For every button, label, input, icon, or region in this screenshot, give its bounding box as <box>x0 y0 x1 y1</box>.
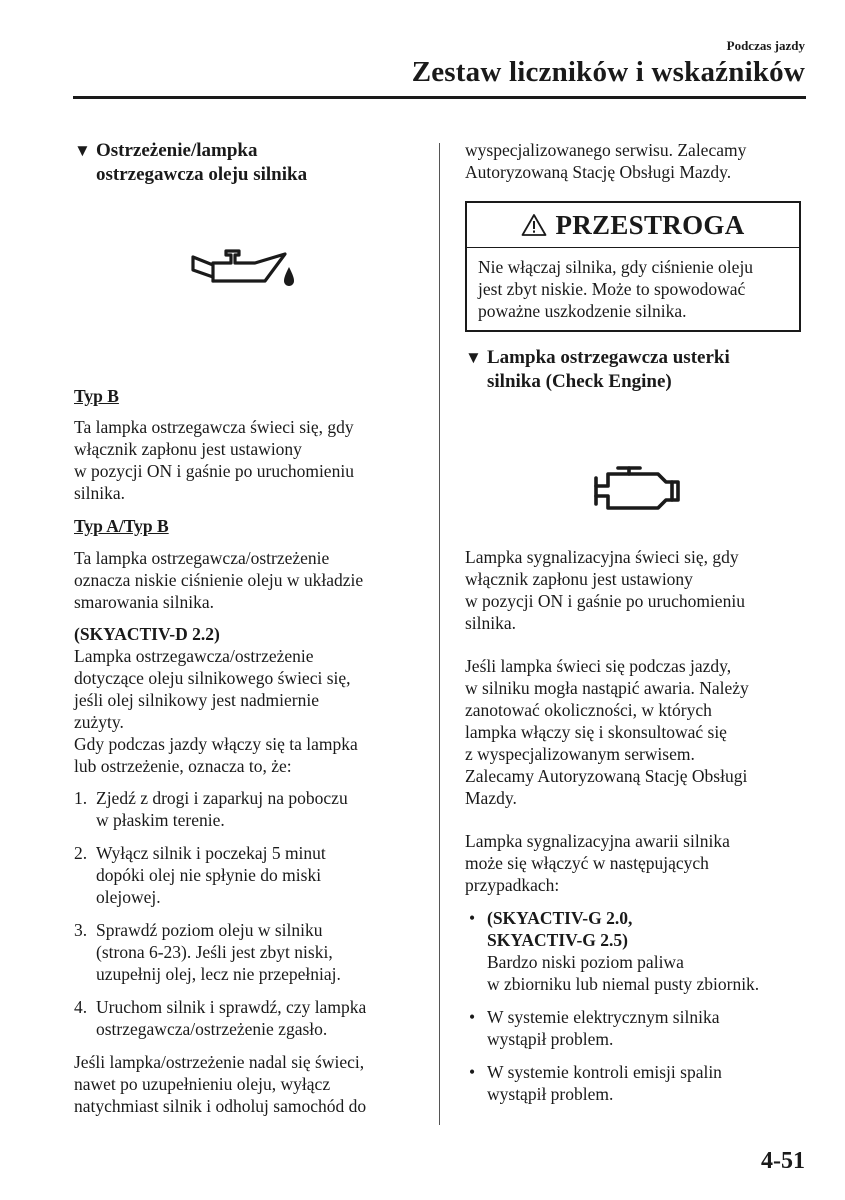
ce-para-1: Lampka sygnalizacyjna świeci się, gdy włącznik zapłonu jest ustawiony w pozycji ON i gaśnie po uruchomieniu silnika. <box>465 547 745 633</box>
typ-ab-label: Typ A/Typ B <box>74 516 169 536</box>
ce-para-2: Jeśli lampka świeci się podczas jazdy, w silniku mogła nastąpić awaria. Należy zanotować okoliczności, w których lampka włączy się i skonsultować się z wyspecjalizowanym serwisem. Zalecamy Autoryzowaną Stację Obsługi Mazdy. <box>465 656 749 808</box>
check-engine-heading <box>465 346 807 394</box>
heading-line: silnika (Check Engine) <box>487 371 672 392</box>
heading-line: ostrzegawcza oleju silnika <box>96 164 308 185</box>
cases-list <box>465 907 807 1105</box>
page-number: 4-51 <box>761 1148 805 1174</box>
list-item: 2. Wyłącz silnik i poczekaj 5 minut dopóki olej nie spłynie do miski olejowej. <box>74 843 326 907</box>
final-text: Jeśli lampka/ostrzeżenie nadal się świeci, nawet po uzupełnieniu oleju, wyłącz natychmiast silnik i odholuj samochód do <box>74 1052 367 1116</box>
caution-title: PRZESTROGA <box>555 209 745 240</box>
ce-para-3: Lampka sygnalizacyjna awarii silnika może się włączyć w następujących przypadkach: <box>465 831 730 895</box>
column-divider <box>439 143 440 1125</box>
check-engine-icon <box>588 464 684 514</box>
warning-triangle-icon <box>521 213 547 237</box>
heading-line: Ostrzeżenie/lampka <box>96 140 258 161</box>
list-item: • W systemie elektrycznym silnika wystąpił problem. <box>469 1007 720 1049</box>
bullet-icon: • <box>469 1007 476 1027</box>
left-column <box>74 139 414 1117</box>
continuation-text: wyspecjalizowanego serwisu. Zalecamy Autoryzowaną Stację Obsługi Mazdy. <box>465 140 747 182</box>
oil-warning-heading <box>74 139 414 187</box>
list-item: • W systemie kontroli emisji spalin wystąpił problem. <box>469 1062 722 1104</box>
typ-b-label: Typ B <box>74 386 119 406</box>
skyactiv-label: (SKYACTIV-D 2.2) <box>74 624 220 644</box>
oil-can-icon-wrap <box>74 249 414 317</box>
section-label: Podczas jazdy <box>726 38 805 53</box>
bullet-icon: • <box>469 1062 476 1082</box>
typ-ab-text: Ta lampka ostrzegawcza/ostrzeżenie oznacza niskie ciśnienie oleju w układzie smarowania silnika. <box>74 548 364 612</box>
skyactiv-text: Lampka ostrzegawcza/ostrzeżenie dotyczące oleju silnikowego świeci się, jeśli olej silnikowy jest nadmiernie zużyty. Gdy podczas jazdy włączy się ta lampka lub ostrzeżenie, oznacza to, że: <box>74 646 358 776</box>
triangle-marker-icon: ▼ <box>465 348 482 367</box>
list-item: 4. Uruchom silnik i sprawdź, czy lampka ostrzegawcza/ostrzeżenie zgasło. <box>74 997 367 1039</box>
oil-can-icon <box>189 249 299 293</box>
heading-line: Lampka ostrzegawcza usterki <box>487 347 730 368</box>
caution-header <box>467 203 799 248</box>
page-title: Zestaw liczników i wskaźników <box>411 56 805 88</box>
typ-b-text: Ta lampka ostrzegawcza świeci się, gdy włącznik zapłonu jest ustawiony w pozycji ON i gaśnie po uruchomieniu silnika. <box>74 417 354 503</box>
right-column <box>465 139 807 1105</box>
list-item: • (SKYACTIV-G 2.0, SKYACTIV-G 2.5) Bardzo niski poziom paliwa w zbiorniku lub niemal pusty zbiornik. <box>469 908 760 994</box>
list-item: 1. Zjedź z drogi i zaparkuj na poboczu w płaskim terenie. <box>74 788 348 830</box>
caution-body: Nie włączaj silnika, gdy ciśnienie oleju jest zbyt niskie. Może to spowodować poważne uszkodzenie silnika. <box>478 257 754 321</box>
caution-box <box>465 201 801 332</box>
bullet-icon: • <box>469 908 476 928</box>
header-divider <box>73 96 806 99</box>
check-engine-icon-wrap <box>465 464 807 526</box>
triangle-marker-icon: ▼ <box>74 141 91 160</box>
list-item: 3. Sprawdź poziom oleju w silniku (strona 6-23). Jeśli jest zbyt niski, uzupełnij olej, lecz nie przepełniaj. <box>74 920 341 984</box>
steps-list <box>74 787 414 1040</box>
